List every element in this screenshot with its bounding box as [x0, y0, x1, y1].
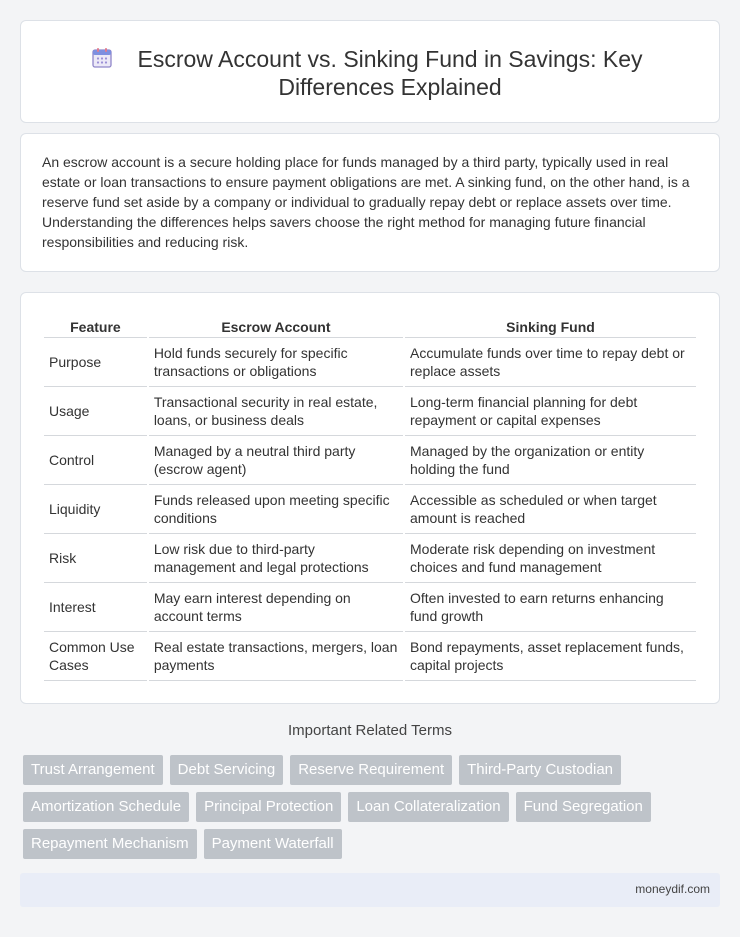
comparison-card — [20, 292, 720, 704]
tag-row — [23, 792, 723, 822]
row-feature: Control — [44, 436, 147, 485]
tag-repayment-mechanism[interactable]: Repayment Mechanism — [23, 829, 197, 859]
row-escrow: May earn interest depending on account terms — [149, 583, 403, 632]
title-card — [20, 20, 720, 123]
page-title: Escrow Account vs. Sinking Fund in Savings: Key Differences Explained — [137, 46, 643, 100]
tag-principal-protection[interactable]: Principal Protection — [196, 792, 341, 822]
intro-card — [20, 133, 720, 272]
row-feature: Interest — [44, 583, 147, 632]
table-header-row — [44, 316, 696, 338]
row-feature: Liquidity — [44, 485, 147, 534]
table-row — [44, 338, 696, 387]
row-sinking: Accessible as scheduled or when target amount is reached — [405, 485, 696, 534]
table-row — [44, 436, 696, 485]
tag-loan-collateralization[interactable]: Loan Collateralization — [348, 792, 508, 822]
row-escrow: Funds released upon meeting specific conditions — [149, 485, 403, 534]
tag-amortization-schedule[interactable]: Amortization Schedule — [23, 792, 189, 822]
header-escrow-account: Escrow Account — [149, 316, 403, 338]
header-sinking-fund: Sinking Fund — [405, 316, 696, 338]
tag-payment-waterfall[interactable]: Payment Waterfall — [204, 829, 342, 859]
tag-reserve-requirement[interactable]: Reserve Requirement — [290, 755, 452, 785]
tag-trust-arrangement[interactable]: Trust Arrangement — [23, 755, 163, 785]
header-feature: Feature — [44, 316, 147, 338]
footer — [20, 873, 720, 907]
row-sinking: Accumulate funds over time to repay debt or replace assets — [405, 338, 696, 387]
tag-fund-segregation[interactable]: Fund Segregation — [516, 792, 651, 822]
related-terms-title: Important Related Terms — [288, 722, 452, 739]
row-feature: Purpose — [44, 338, 147, 387]
intro-paragraph: An escrow account is a secure holding place for funds managed by a third party, typically used in real estate or loan transactions to ensure payment obligations are met. A sinking fund, on the other hand, is a reserve fund set aside by a company or individual to gradually repay debt or replace assets over time. Understanding the differences helps savers choose the right method for managing future financial responsibilities and reducing risk. — [42, 154, 690, 250]
row-escrow: Managed by a neutral third party (escrow agent) — [149, 436, 403, 485]
footer-site-link[interactable]: moneydif.com — [635, 882, 710, 896]
comparison-table — [42, 316, 698, 681]
table-row — [44, 583, 696, 632]
related-terms-list — [23, 755, 723, 866]
row-feature: Risk — [44, 534, 147, 583]
tag-third-party-custodian[interactable]: Third-Party Custodian — [459, 755, 621, 785]
row-sinking: Often invested to earn returns enhancing fund growth — [405, 583, 696, 632]
tag-row — [23, 829, 723, 859]
row-feature: Common Use Cases — [44, 632, 147, 681]
row-escrow: Low risk due to third-party management and legal protections — [149, 534, 403, 583]
table-row — [44, 485, 696, 534]
row-feature: Usage — [44, 387, 147, 436]
row-sinking: Managed by the organization or entity holding the fund — [405, 436, 696, 485]
table-row — [44, 534, 696, 583]
row-sinking: Bond repayments, asset replacement funds, capital projects — [405, 632, 696, 681]
row-sinking: Moderate risk depending on investment choices and fund management — [405, 534, 696, 583]
row-escrow: Transactional security in real estate, loans, or business deals — [149, 387, 403, 436]
table-row — [44, 632, 696, 681]
tag-row — [23, 755, 723, 785]
table-row — [44, 387, 696, 436]
row-sinking: Long-term financial planning for debt repayment or capital expenses — [405, 387, 696, 436]
row-escrow: Real estate transactions, mergers, loan payments — [149, 632, 403, 681]
row-escrow: Hold funds securely for specific transactions or obligations — [149, 338, 403, 387]
tag-debt-servicing[interactable]: Debt Servicing — [170, 755, 284, 785]
